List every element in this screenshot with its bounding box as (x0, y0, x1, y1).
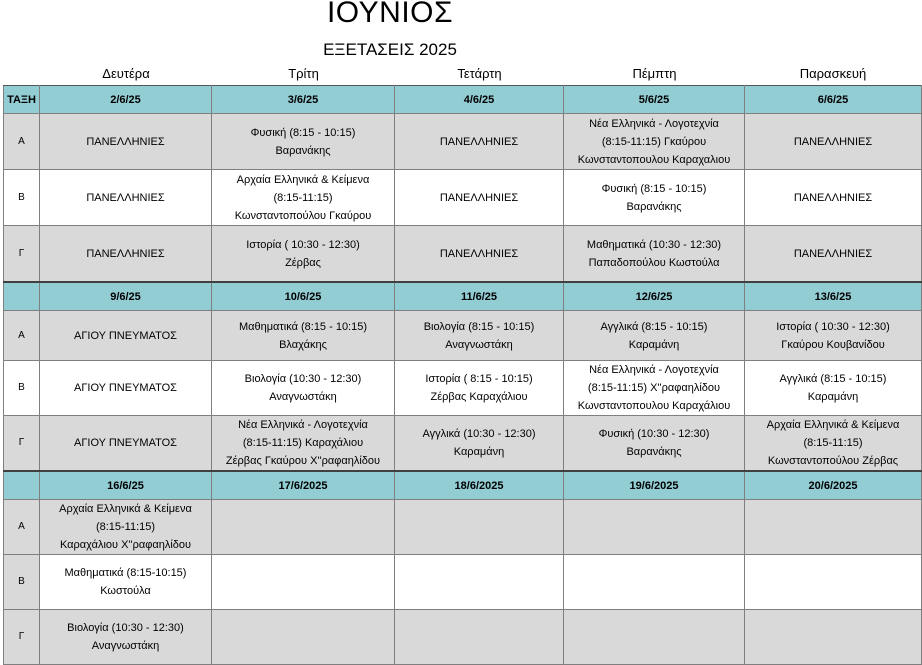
date-row (4, 282, 922, 311)
schedule-row (4, 610, 922, 665)
exam-cell: ΠΑΝΕΛΛΗΝΙΕΣ (745, 114, 922, 170)
exam-cell (745, 610, 922, 665)
date-cell: 4/6/25 (395, 86, 564, 114)
exam-cell: ΑΓΙΟΥ ΠΝΕΥΜΑΤΟΣ (40, 361, 212, 416)
schedule-row (4, 361, 922, 416)
schedule-row (4, 500, 922, 555)
date-cell: 9/6/25 (40, 282, 212, 311)
exam-cell: Νέα Ελληνικά - Λογοτεχνία (8:15-11:15) Χ''ραφαηλίδου Κωνσταντοπουλου Καραχάλιου (564, 361, 745, 416)
exam-cell: Βιολογία (10:30 - 12:30) Αναγνωστάκη (212, 361, 395, 416)
date-cell: 11/6/25 (395, 282, 564, 311)
exam-cell: Αρχαία Ελληνικά & Κείμενα (8:15-11:15) Κωνσταντοπούλου Γκαύρου (212, 170, 395, 226)
date-cell: 2/6/25 (40, 86, 212, 114)
exam-cell: Αρχαία Ελληνικά & Κείμενα (8:15-11:15) Καραχάλιου Χ''ραφαηλίδου (40, 500, 212, 555)
date-cell: 16/6/25 (40, 471, 212, 500)
exam-cell: Μαθηματικά (8:15-10:15) Κωστούλα (40, 555, 212, 610)
class-label: Γ (4, 610, 40, 665)
date-cell: 12/6/25 (564, 282, 745, 311)
schedule-row (4, 416, 922, 472)
class-label: Β (4, 361, 40, 416)
exam-cell: Βιολογία (8:15 - 10:15) Αναγνωστάκη (395, 311, 564, 361)
exam-cell: ΠΑΝΕΛΛΗΝΙΕΣ (395, 170, 564, 226)
exam-cell: ΠΑΝΕΛΛΗΝΙΕΣ (745, 170, 922, 226)
date-cell: 6/6/25 (745, 86, 922, 114)
exam-cell: Μαθηματικά (10:30 - 12:30) Παπαδοπούλου Κωστούλα (564, 226, 745, 283)
exam-schedule-table (3, 85, 922, 665)
class-label: Α (4, 500, 40, 555)
exam-cell (745, 500, 922, 555)
exam-cell: Φυσική (8:15 - 10:15) Βαρανάκης (212, 114, 395, 170)
date-row (4, 471, 922, 500)
page-subtitle: ΕΞΕΤΑΣΕΙΣ 2025 (323, 40, 457, 59)
exam-cell: ΠΑΝΕΛΛΗΝΙΕΣ (40, 114, 212, 170)
exam-cell: ΠΑΝΕΛΛΗΝΙΕΣ (40, 170, 212, 226)
exam-cell: Βιολογία (10:30 - 12:30) Αναγνωστάκη (40, 610, 212, 665)
exam-cell: ΠΑΝΕΛΛΗΝΙΕΣ (745, 226, 922, 283)
class-header-cell (4, 282, 40, 311)
class-label: Β (4, 170, 40, 226)
day-header-row (0, 66, 922, 84)
class-header-cell (4, 471, 40, 500)
exam-cell (745, 555, 922, 610)
date-cell: 19/6/2025 (564, 471, 745, 500)
day-name-friday: Παρασκευή (799, 66, 867, 81)
date-cell: 3/6/25 (212, 86, 395, 114)
date-cell: 20/6/2025 (745, 471, 922, 500)
schedule-row (4, 226, 922, 283)
exam-cell (564, 500, 745, 555)
schedule-row (4, 311, 922, 361)
exam-cell: Αγγλικά (8:15 - 10:15) Καραμάνη (745, 361, 922, 416)
class-label: Α (4, 114, 40, 170)
exam-cell: Φυσική (10:30 - 12:30) Βαρανάκης (564, 416, 745, 472)
exam-cell: ΠΑΝΕΛΛΗΝΙΕΣ (40, 226, 212, 283)
exam-cell: Αγγλικά (10:30 - 12:30) Καραμάνη (395, 416, 564, 472)
exam-cell (395, 555, 564, 610)
exam-cell: ΠΑΝΕΛΛΗΝΙΕΣ (395, 114, 564, 170)
exam-cell: Αγγλικά (8:15 - 10:15) Καραμάνη (564, 311, 745, 361)
class-label: Γ (4, 226, 40, 283)
date-row (4, 86, 922, 114)
exam-cell: Ιστορία ( 10:30 - 12:30) Ζέρβας (212, 226, 395, 283)
schedule-row (4, 170, 922, 226)
date-cell: 13/6/25 (745, 282, 922, 311)
class-label: Γ (4, 416, 40, 472)
page-title: ΙΟΥΝΙΟΣ (326, 0, 454, 29)
exam-cell: ΑΓΙΟΥ ΠΝΕΥΜΑΤΟΣ (40, 311, 212, 361)
class-label: Α (4, 311, 40, 361)
exam-cell: ΠΑΝΕΛΛΗΝΙΕΣ (395, 226, 564, 283)
day-name-monday: Δευτέρα (102, 66, 150, 81)
exam-cell: Ιστορία ( 10:30 - 12:30) Γκαύρου Κουβανίδου (745, 311, 922, 361)
exam-cell (395, 610, 564, 665)
day-name-wednesday: Τετάρτη (457, 66, 502, 81)
date-cell: 10/6/25 (212, 282, 395, 311)
exam-cell (212, 555, 395, 610)
exam-cell: ΑΓΙΟΥ ΠΝΕΥΜΑΤΟΣ (40, 416, 212, 472)
exam-cell (564, 555, 745, 610)
exam-cell: Νέα Ελληνικά - Λογοτεχνία (8:15-11:15) Καραχάλιου Ζέρβας Γκαύρου Χ''ραφαηλίδου (212, 416, 395, 472)
class-label: Β (4, 555, 40, 610)
date-cell: 17/6/2025 (212, 471, 395, 500)
exam-cell (212, 610, 395, 665)
schedule-row (4, 114, 922, 170)
date-cell: 18/6/2025 (395, 471, 564, 500)
class-header: ΤΑΞΗ (4, 86, 40, 114)
day-name-thursday: Πέμπτη (632, 66, 677, 81)
exam-cell: Μαθηματικά (8:15 - 10:15) Βλαχάκης (212, 311, 395, 361)
exam-cell: Αρχαία Ελληνικά & Κείμενα (8:15-11:15) Κωνσταντοπούλου Ζέρβας (745, 416, 922, 472)
day-name-tuesday: Τρίτη (288, 66, 319, 81)
exam-cell: Φυσική (8:15 - 10:15) Βαρανάκης (564, 170, 745, 226)
exam-cell (395, 500, 564, 555)
exam-cell: Ιστορία ( 8:15 - 10:15) Ζέρβας Καραχάλιου (395, 361, 564, 416)
exam-cell: Νέα Ελληνικά - Λογοτεχνία (8:15-11:15) Γκαύρου Κωνσταντοπουλου Καραχαλιου (564, 114, 745, 170)
schedule-row (4, 555, 922, 610)
date-cell: 5/6/25 (564, 86, 745, 114)
exam-cell (212, 500, 395, 555)
exam-cell (564, 610, 745, 665)
